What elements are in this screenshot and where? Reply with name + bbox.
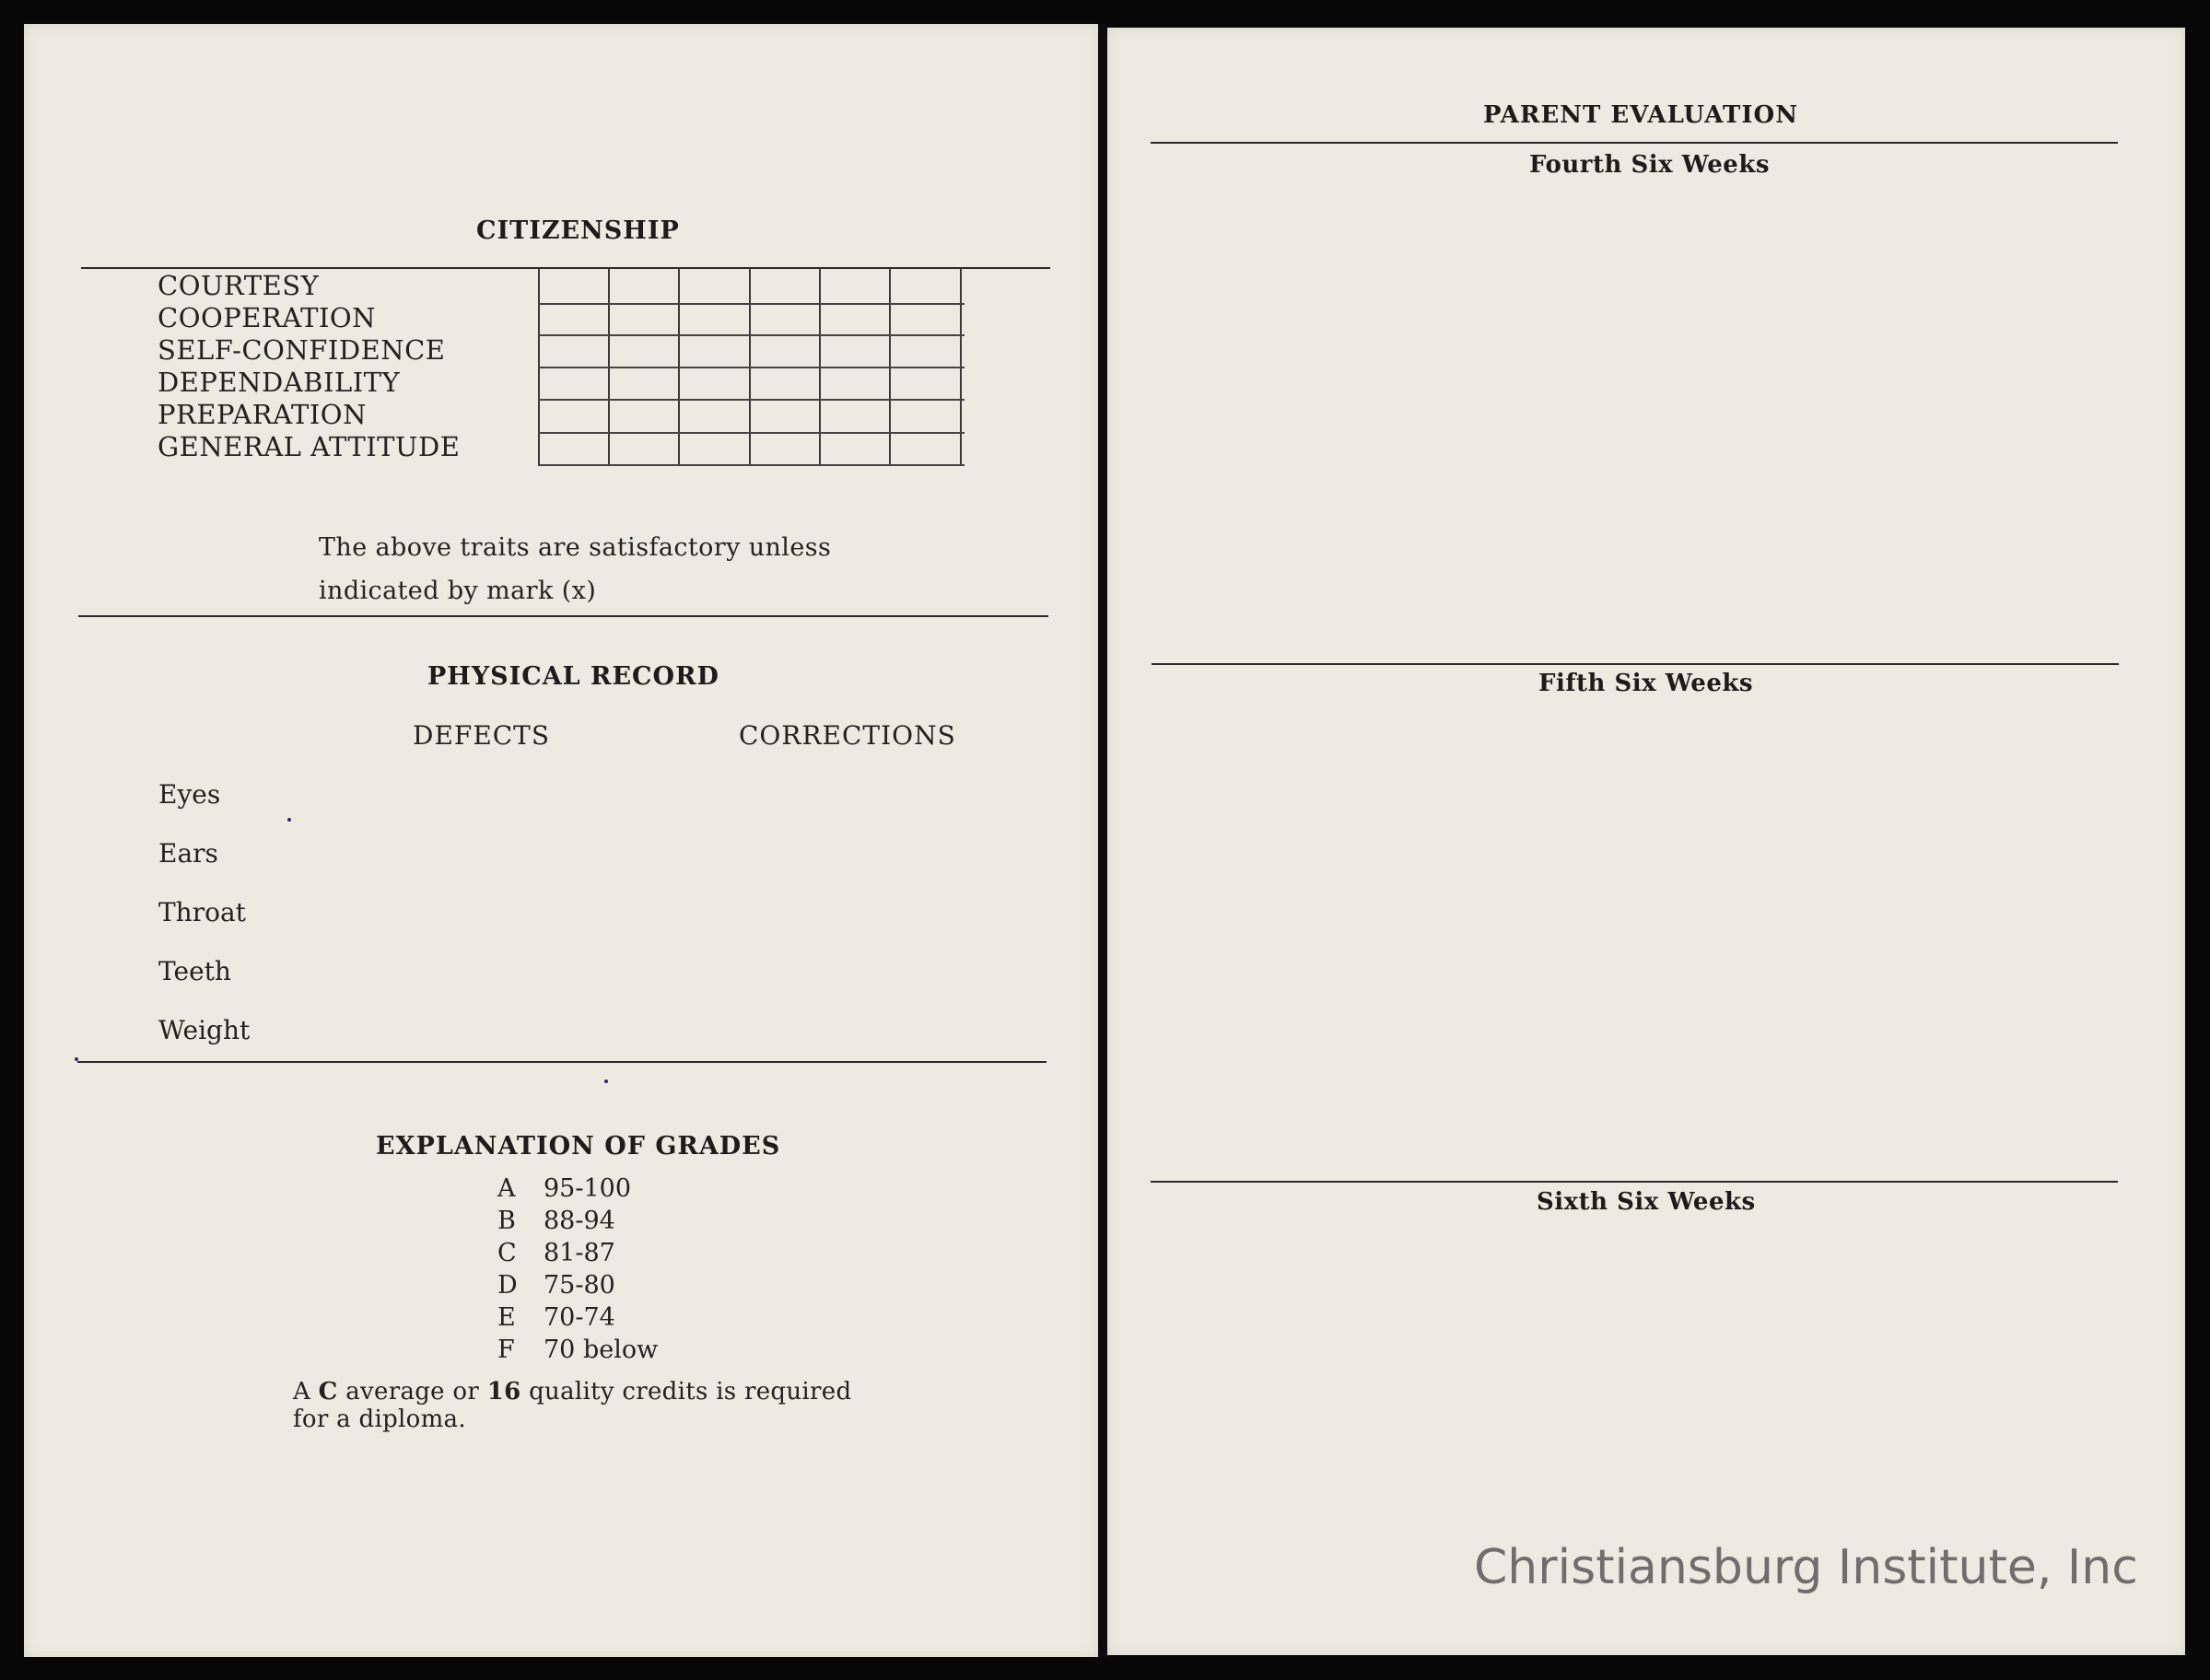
right-page bbox=[1107, 28, 2185, 1655]
trait-preparation: PREPARATION bbox=[158, 399, 367, 430]
watermark-text: Christiansburg Institute, Inc bbox=[1474, 1540, 2138, 1595]
section-rule-2 bbox=[77, 1061, 1047, 1063]
physical-item-eyes: Eyes bbox=[158, 779, 221, 810]
corrections-column-header: CORRECTIONS bbox=[739, 720, 956, 751]
fourth-six-weeks-label: Fourth Six Weeks bbox=[1529, 151, 1770, 179]
sixth-six-weeks-label: Sixth Six Weeks bbox=[1537, 1188, 1756, 1216]
ink-speck bbox=[604, 1079, 608, 1083]
citizenship-grid bbox=[538, 268, 965, 466]
trait-general-attitude: GENERAL ATTITUDE bbox=[158, 431, 461, 462]
grade-row: E 70-74 bbox=[497, 1303, 615, 1332]
trait-dependability: DEPENDABILITY bbox=[158, 367, 401, 398]
parent-evaluation-title: PARENT EVALUATION bbox=[1483, 101, 1798, 129]
citizenship-note-line2: indicated by mark (x) bbox=[319, 577, 597, 605]
trait-courtesy: COURTESY bbox=[158, 270, 320, 301]
physical-item-teeth: Teeth bbox=[158, 956, 231, 986]
grade-row: C 81-87 bbox=[497, 1239, 615, 1267]
fifth-section-rule bbox=[1152, 663, 2119, 665]
ink-speck bbox=[287, 818, 291, 822]
sixth-section-rule bbox=[1151, 1181, 2118, 1183]
citizenship-title: CITIZENSHIP bbox=[476, 216, 680, 245]
page-fold bbox=[1098, 24, 1107, 1657]
physical-item-throat: Throat bbox=[158, 897, 246, 928]
grade-row: F 70 below bbox=[497, 1336, 659, 1364]
diploma-requirement-note: A C average or 16 quality credits is required for a diploma. bbox=[293, 1378, 852, 1433]
physical-item-ears: Ears bbox=[158, 838, 218, 869]
trait-self-confidence: SELF-CONFIDENCE bbox=[158, 334, 446, 366]
physical-item-weight: Weight bbox=[158, 1015, 251, 1045]
grades-title: EXPLANATION OF GRADES bbox=[376, 1132, 781, 1161]
ink-speck bbox=[75, 1057, 78, 1061]
citizenship-note-line1: The above traits are satisfactory unless bbox=[319, 533, 832, 562]
physical-record-title: PHYSICAL RECORD bbox=[427, 662, 719, 691]
left-page bbox=[24, 24, 1098, 1657]
defects-column-header: DEFECTS bbox=[413, 720, 551, 751]
parent-evaluation-rule bbox=[1151, 142, 2118, 144]
section-rule-1 bbox=[78, 615, 1048, 617]
grade-row: A 95-100 bbox=[497, 1174, 632, 1203]
fifth-six-weeks-label: Fifth Six Weeks bbox=[1538, 670, 1754, 697]
grade-row: B 88-94 bbox=[497, 1207, 615, 1235]
trait-cooperation: COOPERATION bbox=[158, 302, 377, 333]
grade-row: D 75-80 bbox=[497, 1271, 615, 1300]
